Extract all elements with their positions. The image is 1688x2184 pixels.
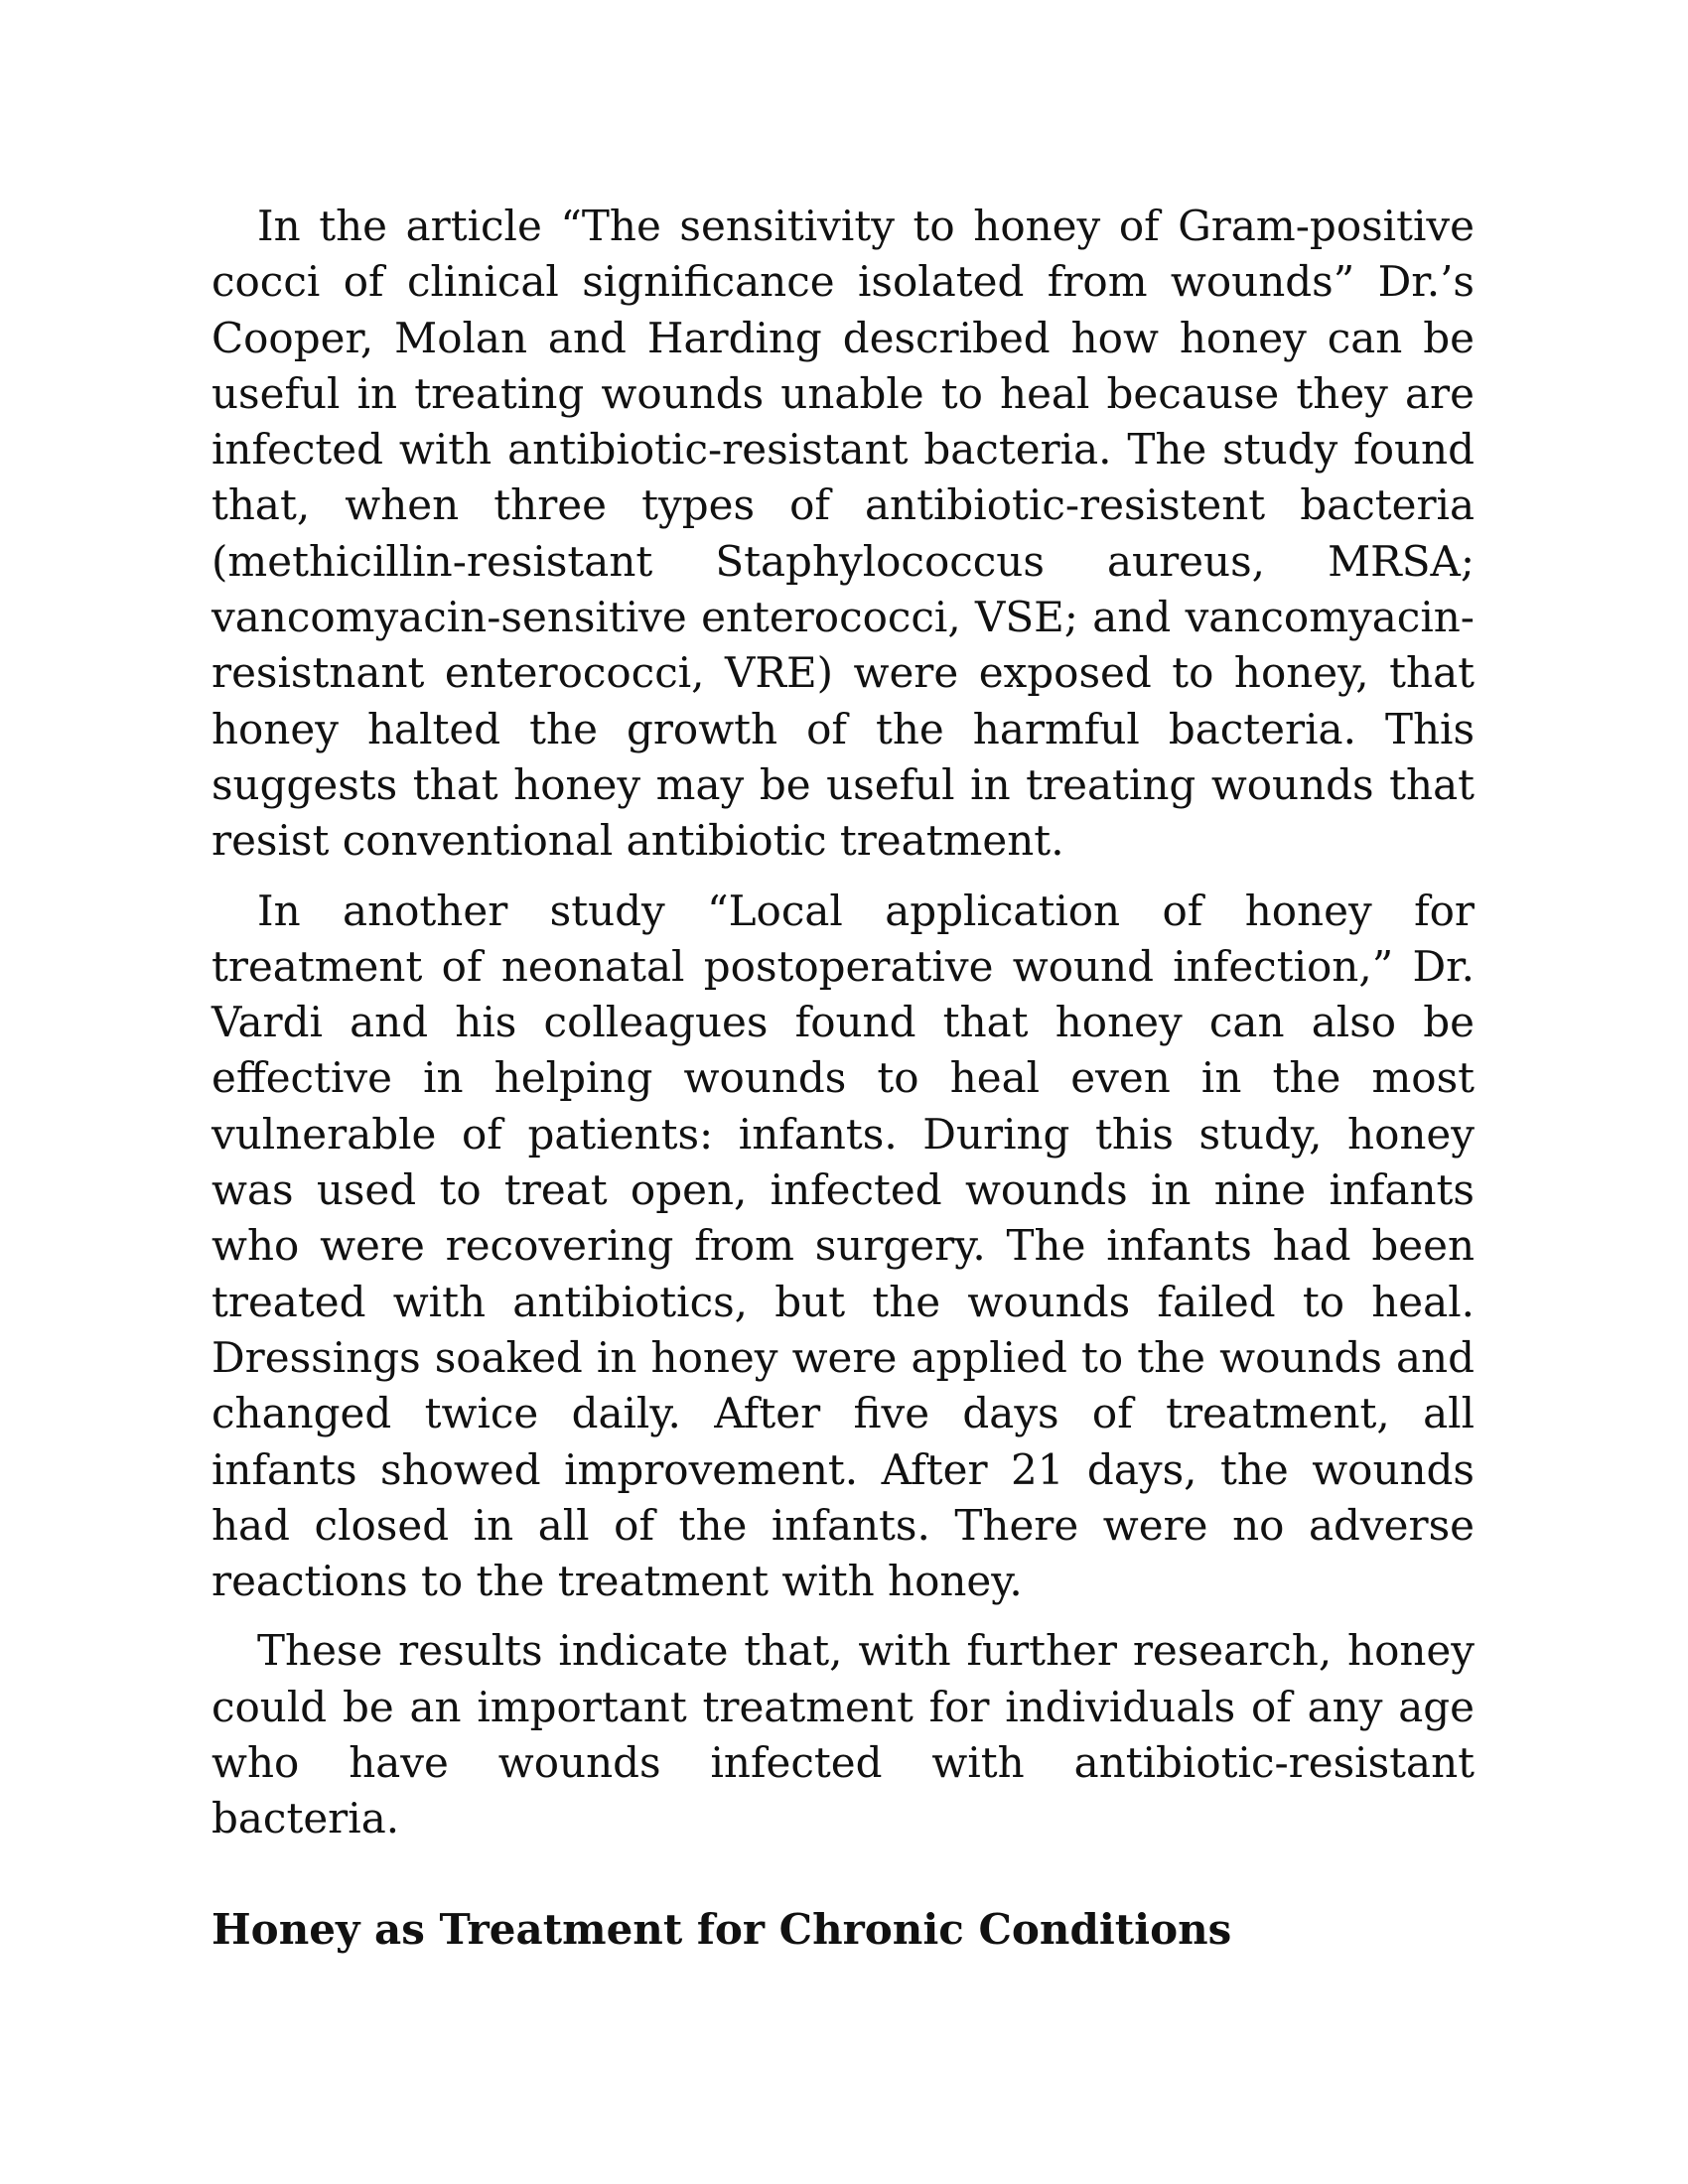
paragraph-vardi-study: In another study “Local application of honey for treatment of neonatal postoperative wound infection,” Dr. Vardi and his colleagues found that honey can also be effective in helping wounds to heal even in the most vulnerable of patients: infants. During this study, honey was used to treat open, infected wounds in nine infants who were recovering from surgery. The infants had been treated with antibiotics, but the wounds failed to heal. Dressings soaked in honey were applied to the wounds and changed twice daily. After five days of treatment, all infants showed improvement. After 21 days, the wounds had closed in all of the infants. There were no adverse reactions to the treatment with honey. [211, 886, 1475, 1606]
section-heading: Honey as Treatment for Chronic Conditions [211, 1904, 1232, 1954]
paragraph-conclusion: These results indicate that, with further research, honey could be an important treatment for individuals of any age who have wounds infected with antibiotic-resistant bacteria. [211, 1626, 1475, 1843]
paragraph-cooper-study: In the article “The sensitivity to honey of Gram-positive cocci of clinical significance isolated from wounds” Dr.’s Cooper, Molan and Harding described how honey can be useful in treating wounds unable to heal because they are infected with antibiotic-resistant bacteria. The study found that, when three types of antibiotic-resistent bacteria (methicillin-resistant Staphylococcus aureus, MRSA; vancomyacin-sensitive enterococci, VSE; and vancomyacin-resistnant enterococci, VRE) were exposed to honey, that honey halted the growth of the harmful bacteria. This suggests that honey may be useful in treating wounds that resist conventional antibiotic treatment. [211, 202, 1475, 866]
document-page [211, 199, 1475, 1958]
